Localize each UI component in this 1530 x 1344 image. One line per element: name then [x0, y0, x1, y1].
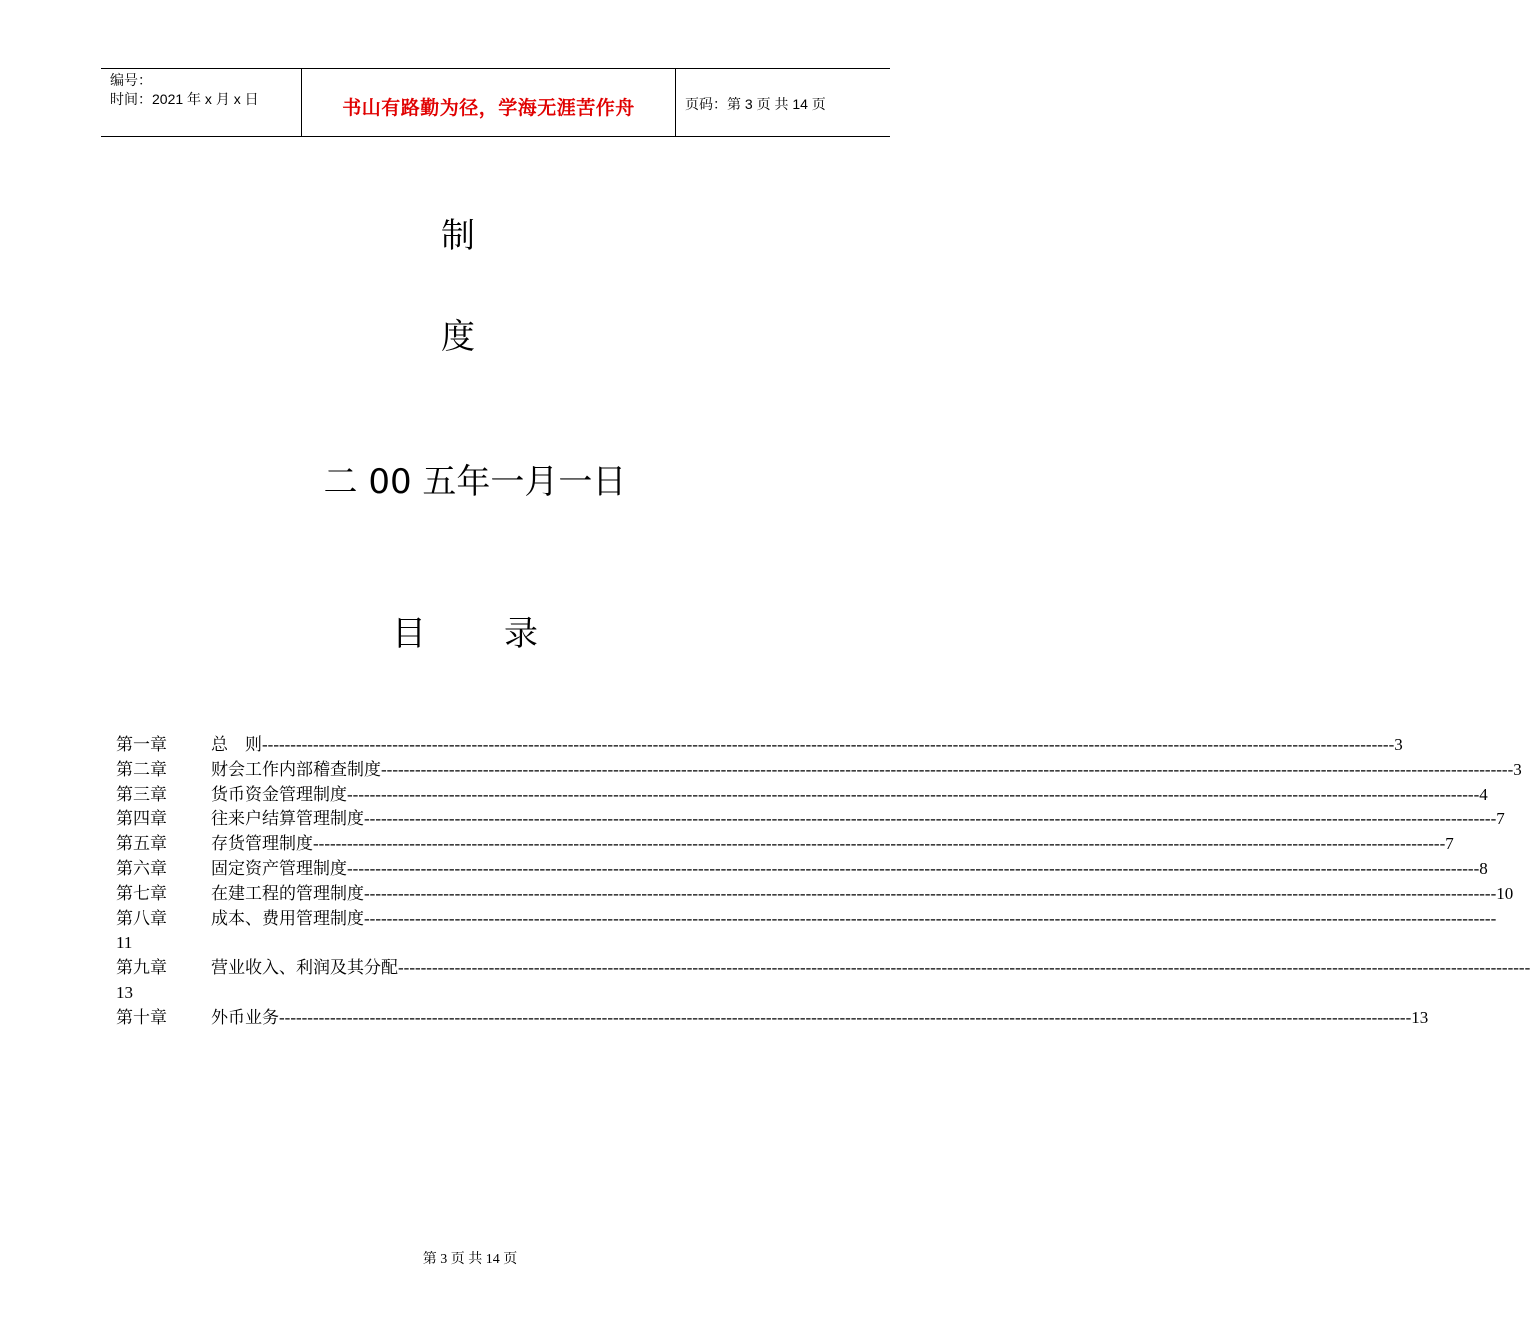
toc-chapter-number: 第二章 [116, 759, 167, 779]
toc-page-number: 13 [116, 982, 133, 1002]
toc-title-part-1: 目 [392, 614, 426, 654]
motto: 书山有路勤为径，学海无涯苦作舟 [342, 97, 635, 119]
header-page-cell [676, 69, 890, 136]
toc-page-number: 10 [1496, 883, 1514, 903]
toc-page-number: 3 [1513, 759, 1522, 779]
header-meta-cell [101, 69, 302, 136]
toc-chapter-number: 第八章 [116, 908, 167, 928]
toc-entry-continuation [116, 931, 876, 956]
toc-chapter-number: 第九章 [116, 958, 167, 978]
toc-chapter-number: 第四章 [116, 809, 167, 829]
toc-chapter-number: 第五章 [116, 834, 167, 854]
toc-leader-dots: -------------------------------------------------------------------------------------------------------------------------------------------------------------------------------------------------------- [262, 735, 1395, 754]
toc-chapter-number: 第六章 [116, 858, 167, 878]
toc-leader-dots: -------------------------------------------------------------------------------------------------------------------------------------------------------------------------------------------------------- [313, 834, 1446, 854]
header-motto-cell [302, 69, 676, 136]
table-of-contents [116, 733, 1530, 1031]
toc-chapter-title: 货币资金管理制度 [211, 784, 347, 804]
toc-page-number: 4 [1479, 784, 1488, 804]
document-header [101, 68, 890, 137]
toc-page-number: 3 [1394, 735, 1403, 754]
toc-page-number: 7 [1445, 834, 1454, 854]
toc-chapter-title: 外币业务 [211, 1007, 279, 1027]
toc-title [0, 614, 940, 654]
toc-entry[interactable] [116, 857, 1488, 882]
toc-leader-dots: -------------------------------------------------------------------------------------------------------------------------------------------------------------------------------------------------------- [279, 1007, 1412, 1027]
toc-page-number: 7 [1496, 809, 1505, 829]
toc-chapter-number: 第七章 [116, 883, 167, 903]
toc-entry[interactable] [116, 832, 1454, 857]
toc-chapter-title: 在建工程的管理制度 [211, 883, 364, 903]
toc-entry-continuation [116, 981, 876, 1006]
toc-page-number: 11 [116, 933, 133, 953]
toc-chapter-title: 财会工作内部稽查制度 [211, 759, 381, 779]
number-label: 编号： [110, 72, 152, 88]
toc-chapter-title: 固定资产管理制度 [211, 858, 347, 878]
toc-leader-dots: -------------------------------------------------------------------------------------------------------------------------------------------------------------------------------------------------------- [364, 908, 1497, 928]
toc-entry[interactable] [116, 807, 1505, 832]
toc-chapter-title: 成本、费用管理制度 [211, 908, 364, 928]
toc-leader-dots: -------------------------------------------------------------------------------------------------------------------------------------------------------------------------------------------------------- [347, 858, 1480, 878]
toc-leader-dots: -------------------------------------------------------------------------------------------------------------------------------------------------------------------------------------------------------- [398, 958, 1530, 978]
time-label: 时间：2021 年 x 月 x 日 [110, 91, 259, 107]
page-footer: 第 3 页 共 14 页 [422, 1252, 518, 1267]
toc-entry[interactable] [116, 783, 1488, 808]
toc-chapter-title: 总 则 [211, 735, 262, 754]
toc-entry[interactable] [116, 1006, 1429, 1031]
page-info: 页码：第 3 页 共 14 页 [685, 96, 826, 112]
toc-page-number: 8 [1479, 858, 1488, 878]
toc-chapter-title: 存货管理制度 [211, 834, 313, 854]
title-char-2: 度 [441, 317, 475, 357]
toc-entry[interactable] [116, 956, 1530, 981]
toc-chapter-number: 第一章 [116, 735, 167, 754]
toc-entry[interactable] [116, 733, 1403, 758]
toc-entry[interactable] [116, 758, 1522, 783]
toc-page-number: 13 [1411, 1007, 1429, 1027]
toc-leader-dots: -------------------------------------------------------------------------------------------------------------------------------------------------------------------------------------------------------- [381, 759, 1514, 779]
toc-title-part-2: 录 [504, 614, 538, 654]
toc-chapter-title: 营业收入、利润及其分配 [211, 958, 398, 978]
title-char-1: 制 [441, 216, 475, 256]
toc-entry[interactable] [116, 882, 1514, 907]
toc-leader-dots: -------------------------------------------------------------------------------------------------------------------------------------------------------------------------------------------------------- [364, 883, 1497, 903]
toc-chapter-number: 第三章 [116, 784, 167, 804]
toc-entry[interactable] [116, 907, 1497, 932]
toc-chapter-title: 往来户结算管理制度 [211, 809, 364, 829]
toc-chapter-number: 第十章 [116, 1007, 167, 1027]
cover-date: 二 00 五年一月一日 [323, 462, 627, 502]
toc-leader-dots: -------------------------------------------------------------------------------------------------------------------------------------------------------------------------------------------------------- [347, 784, 1480, 804]
toc-leader-dots: -------------------------------------------------------------------------------------------------------------------------------------------------------------------------------------------------------- [364, 809, 1497, 829]
